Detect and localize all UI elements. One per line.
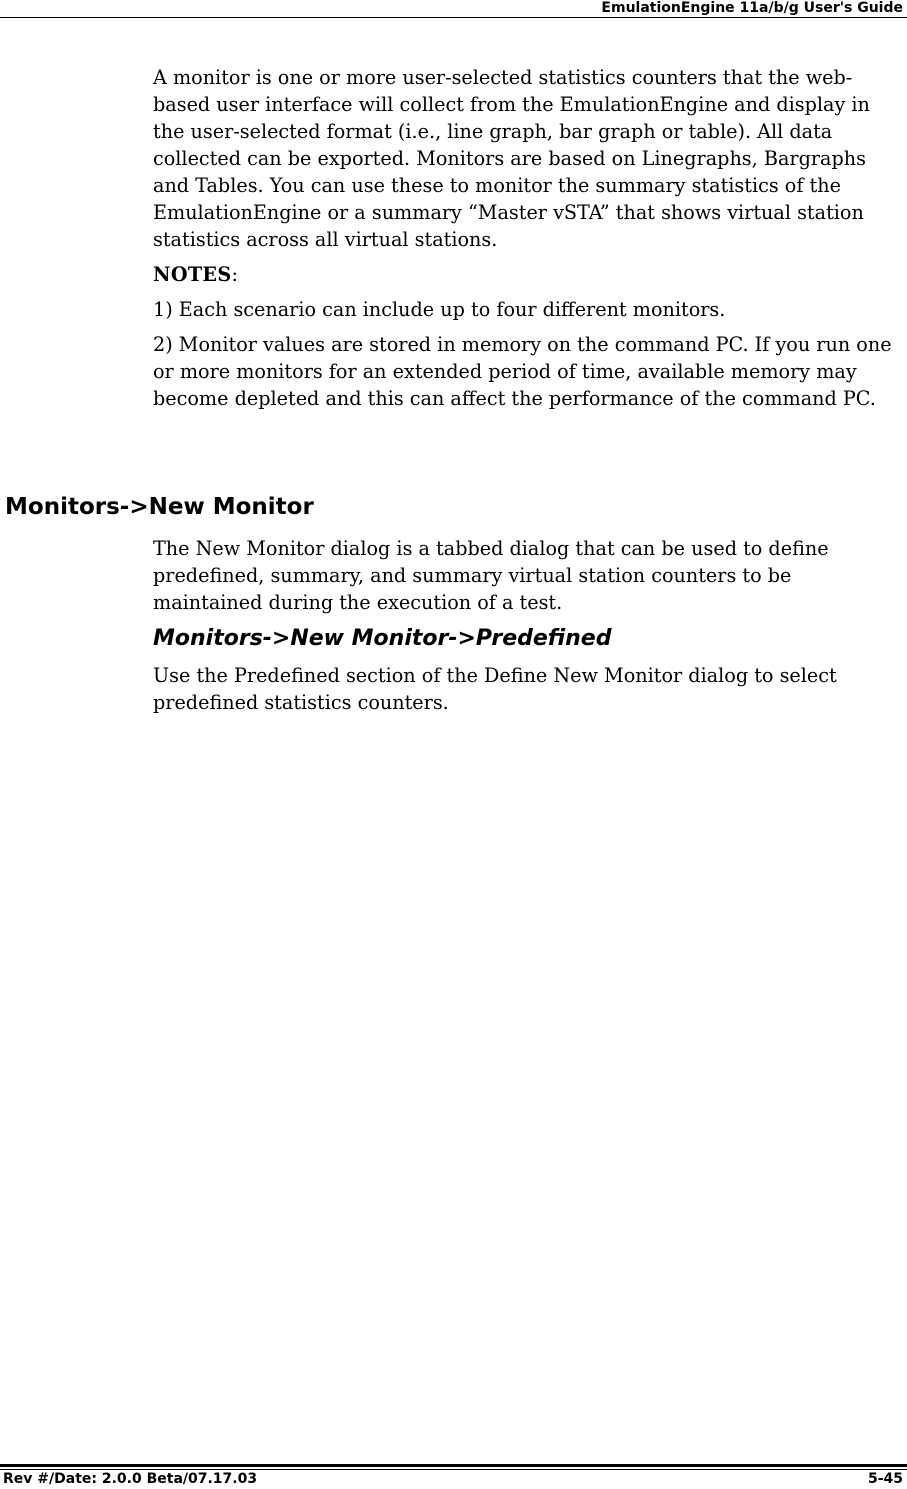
notes-label: NOTES <box>153 263 232 286</box>
new-monitor-section <box>153 535 903 724</box>
notes-label-suffix: : <box>231 263 239 286</box>
footer-rule-thick <box>0 1464 907 1467</box>
subsection-paragraph: Use the Predefined section of the Define New Monitor dialog to select predefined statistics counters. <box>153 664 837 714</box>
header-title: EmulationEngine 11a/b/g User's Guide <box>601 0 903 16</box>
intro-section <box>153 64 903 420</box>
section-paragraph: The New Monitor dialog is a tabbed dialog that can be used to define predefined, summary, and summary virtual station counters to be maintained during the execution of a test. <box>153 537 829 614</box>
intro-paragraph: A monitor is one or more user-selected statistics counters that the web-based user interface will collect from the EmulationEngine and display in the user-selected format (i.e., line graph, bar graph or table). All data collected can be exported. Monitors are based on Linegraphs, Bargraphs and Tables. You can use these to monitor the summary statistics of the EmulationEngine or a summary “Master vSTA” that shows virtual station statistics across all virtual stations. <box>153 66 870 251</box>
subsection-heading: Monitors->New Monitor->Predefined <box>153 626 612 651</box>
notes-heading <box>153 261 903 288</box>
footer-revision: Rev #/Date: 2.0.0 Beta/07.17.03 <box>3 1471 258 1487</box>
footer-rule-thin <box>0 1469 907 1470</box>
note-item-2: 2) Monitor values are stored in memory on the command PC. If you run one or more monitors for an extended period of time, available memory may become depleted and this can affect the performance of the command PC. <box>153 333 892 410</box>
page-header <box>0 0 907 22</box>
header-rule <box>0 17 907 18</box>
section-heading: Monitors->New Monitor <box>5 494 314 520</box>
note-item-1: 1) Each scenario can include up to four different monitors. <box>153 298 726 321</box>
page-footer <box>0 1460 907 1489</box>
footer-page-number: 5-45 <box>867 1471 903 1487</box>
